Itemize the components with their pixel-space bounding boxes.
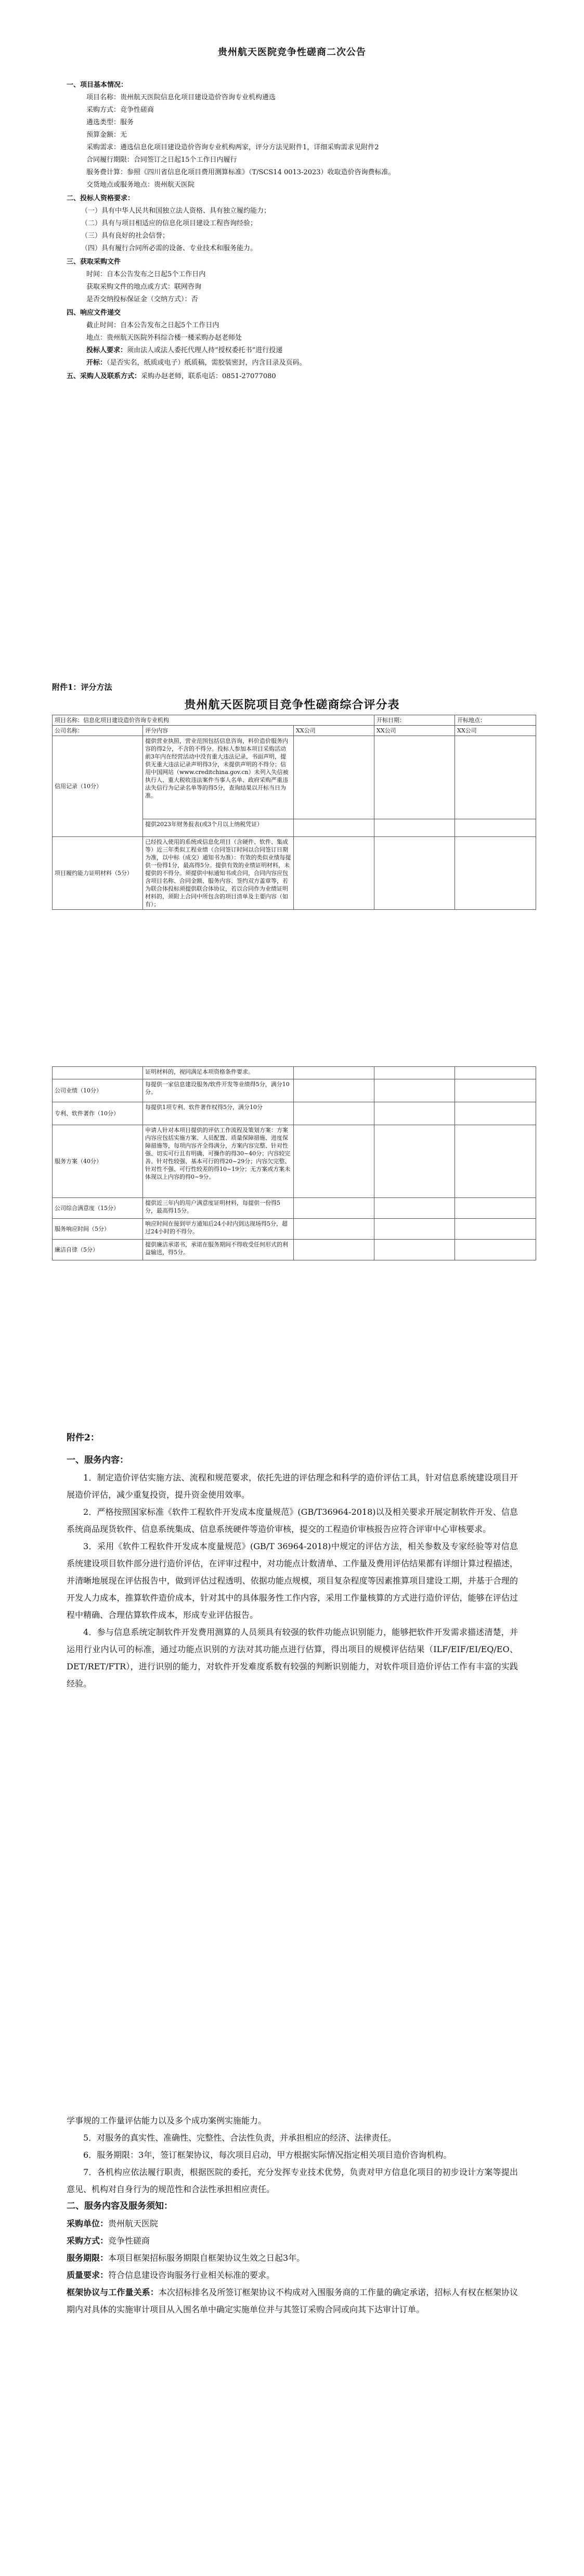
contact-label: 五、采购人及联系方式： (67, 372, 141, 380)
doc-form (67, 357, 514, 369)
delivery: 交货地点或服务地点：贵州航天医院 (86, 181, 195, 189)
score-cell (374, 837, 455, 910)
bid-note-text: 须由法人或法人委托代理人持“授权委托书”进行投递 (127, 346, 283, 354)
item-cell: 服务方案（40分） (53, 1125, 143, 1198)
score-cell (374, 736, 455, 819)
score-cell (294, 1240, 374, 1260)
score-cell (294, 1198, 374, 1219)
table-row (53, 1198, 536, 1219)
project-name: 项目名称：贵州航天医院信息化项目建设造价咨询专业机构遴选 (86, 94, 276, 101)
score-cell (455, 1067, 536, 1079)
deposit: 是否交纳投标保证金（交纳方式）：否 (86, 295, 198, 303)
item-cell: 公司综合满意度（15分） (53, 1198, 143, 1219)
score-cell (374, 819, 455, 837)
criteria-cell: 提供2023年财务报表(或3个月以上纳税凭证） (143, 819, 294, 837)
criteria-cell: 提供近三年内的用户满意度证明材料，每提供一份得5分，最高得15分。 (143, 1198, 294, 1219)
notice-page (0, 0, 584, 640)
date-cell: 开标日期： (374, 715, 455, 726)
submit-place: 地点：贵州航天医院外科综合楼一楼采购办赵老师处 (86, 334, 242, 342)
buyer-value: 贵州航天医院 (108, 2219, 159, 2229)
header-criteria: 评分内容 (143, 726, 294, 736)
section-heading: 二、投标人资格要求： (67, 195, 135, 202)
service-paragraph: 7．各机构应依法履行职责，根据医院的委托，充分发挥专业技术优势，负责对甲方信息化项目的初步设计方案等提出意见、机构对自身行为的规范性和合法性承担相应责任。 (67, 2167, 518, 2194)
requirement-item: （一）具有中华人民共和国独立法人资格、具有独立履约能力； (81, 207, 271, 215)
score-cell (374, 1079, 455, 1102)
requirement-item: （三）具有良好的社会信誉； (81, 232, 170, 240)
table-row (53, 736, 536, 819)
item-cell: 廉洁自律（5分） (53, 1240, 143, 1260)
service-heading: 一、服务内容： (67, 1455, 128, 1465)
table-row (53, 1067, 536, 1079)
fee-standard: 服务费计算：参照《四川省信息化项目费用测算标准》（T/SCS14 0013-2023）收取造价咨询费标准。 (86, 169, 395, 176)
obtain-method: 获取采购文件的地点或方式：联网咨询 (86, 283, 202, 291)
service-paragraph: 1．制定造价评估实施方法、流程和规范要求，依托先进的评估理念和科学的造价评估工具，针对信息系统建设项目开展造价评估，减少重复投资，提升资金使用效率。 (67, 1473, 518, 1500)
table-row (53, 1079, 536, 1102)
service-paragraph: 5．对服务的真实性、准确性、完整性、合法性负责，并承担相应的经济、法律责任。 (83, 2133, 397, 2143)
item-cell (53, 1067, 143, 1079)
requirement-item: （四）具有履行合同所必需的设备、专业技术和服务能力。 (81, 244, 257, 252)
header-company-c: XX公司 (455, 726, 536, 736)
service-paragraph: 2．严格按照国家标准《软件工程软件开发成本度量规范》(GB/T36964-2018)以及相关要求开展定制软件开发、信息系统商品现货软件、信息系统集成、信息系统硬件等造价审核，提交的工程造价审核报告应符合评审中心审核要求。 (67, 1507, 518, 1534)
criteria-cell: 证明材料的，视同满足本项资格条件要求。 (143, 1067, 294, 1079)
quality-row (67, 2266, 518, 2284)
score-cell (455, 819, 536, 837)
method-row (67, 2232, 518, 2249)
score-cell (374, 1125, 455, 1198)
score-cell (455, 1079, 536, 1102)
contract-value: 本次招标排名及所签订框架协议不构成对入围服务商的工作量的确定承诺，招标人有权在框架协议期内对具体的实施审计项目从入围名单中确定实施单位并与其签订采购合同或向其下达审计订单。 (67, 2287, 518, 2314)
section-heading: 三、获取采购文件 (67, 258, 121, 266)
score-cell (455, 1219, 536, 1240)
obtain-time: 时间：自本公告发布之日起5个工作日内 (86, 271, 206, 278)
notice-title: 贵州航天医院竞争性磋商二次公告 (218, 47, 366, 58)
table-row (53, 837, 536, 910)
score-cell (374, 1067, 455, 1079)
project-row-cell: 项目名称：信息化项目建设造价咨询专业机构 (53, 715, 374, 726)
procurement-type: 遴选类型：服务 (86, 119, 134, 126)
table-row (53, 726, 536, 736)
table-row (53, 1219, 536, 1240)
method-label: 采购方式： (67, 2236, 109, 2246)
quality-label: 质量要求： (67, 2270, 109, 2280)
criteria-cell: 已经投入使用的系统或信息化项目（含硬件、软件、集成等）近三年类似工程业绩（合同签订时间以合同签订日期为准，以中标（成交）通知书为准）：有效的类似业绩每提供一份得1分，最高得5分。提供有效的业绩证明材料，未提供的不得分。须提供中标通知书或合同，合同内容应包含项目名称、合同金额、服务内容、签约双方盖章等，若为联合体投标须提供联合体协议，若以合同作为业绩证明材料的，须附上合同中所包含的项目清单及主要内容（如有）； (143, 837, 294, 910)
criteria-cell: 提供营业执照，营业范围包括信息咨询，料价造价服务内容的得2分，不含的不得分。投标人参加本项目采购活动前3年内在经营活动中没有重大违法记录，书面声明，提供无重大违法记录声明得3分，未提供声明的不得分；信用中国网站（www.creditchina.gov.cn）未列入失信被执行人、重大税收违法案件当事人名单、政府采购严重违法失信行为记录名单等的得5分，查询结果以开标当日为准。 (143, 736, 294, 819)
scoring-table-continued (52, 1066, 536, 1260)
score-cell (294, 736, 374, 819)
score-cell (294, 837, 374, 910)
score-cell (294, 1125, 374, 1198)
buyer-row (67, 2215, 518, 2232)
bid-note-label: 投标人要求： (86, 346, 127, 354)
requirement: 采购需求：遴选信息化项目建设造价咨询专业机构两家，评分方法见附件1，详细采购需求见附件2 (86, 144, 379, 151)
attachment1-label: 附件1：评分方法 (52, 682, 112, 692)
item-cell: 专利、软件著作（10分） (53, 1102, 143, 1125)
period-label: 服务期限： (67, 2253, 109, 2263)
contract-term: 合同履行期限：合同签订之日起15个工作日内履行 (86, 156, 237, 164)
service-paragraph: 学事规的工作量评估能力以及多个成功案例实施能力。 (67, 2116, 267, 2126)
criteria-cell: 响应时间在接到甲方通知后24小时内到达现场得5分，超过24小时的不得分。 (143, 1219, 294, 1240)
item-cell: 项目履约能力证明材料（5分） (53, 837, 143, 910)
budget: 预算金额：无 (86, 131, 127, 139)
notice-body (67, 78, 514, 383)
section-heading: 四、响应文件递交 (67, 309, 121, 317)
submit-deadline: 截止时间：自本公告发布之日起5个工作日内 (86, 321, 219, 329)
score-cell (374, 1198, 455, 1219)
header-company-a: XX公司 (294, 726, 374, 736)
criteria-cell: 申请人针对本项目提供的评估工作流程及策划方案：方案内容应包括实施方案、人员配置、质量保障措施、进度保障措施等，每项内容齐全得满分，方案内容完整、针对性强、切实可行且有明确、可操作的得30~40分；内容较完善、针对性较强、基本可行的得20~29分；内容欠完整、针对性不强、可行性较差的得10~19分；无方案或方案未体现以上内容的得0~9分。 (143, 1125, 294, 1198)
criteria-cell: 提供廉洁承诺书，承诺在服务期间不得收受任何形式的利益输送，得5分。 (143, 1240, 294, 1260)
scoring-table (52, 715, 536, 910)
score-cell (455, 1102, 536, 1125)
score-cell (294, 1067, 374, 1079)
table-row (53, 1125, 536, 1198)
criteria-cell: 每提供1项专利、软件著作权得5分，满分10分 (143, 1102, 294, 1125)
score-cell (294, 1079, 374, 1102)
doc-form-text: （是否实名，纸质或电子）纸质稿，需胶装密封，内含目录及页码。 (107, 359, 306, 367)
score-cell (374, 1219, 455, 1240)
score-cell (294, 1219, 374, 1240)
requirement-item: （二）具有与项目相适应的信息化项目建设工程咨询经验； (81, 220, 257, 227)
table-row (53, 1102, 536, 1125)
criteria-cell: 每提供一家信息建设服务/软件开发等业绩得5分，满分10分。 (143, 1079, 294, 1102)
score-cell (455, 1198, 536, 1219)
procurement-method: 采购方式：竞争性磋商 (86, 106, 154, 114)
section-heading: 一、项目基本情况： (67, 81, 128, 89)
table-row (53, 1240, 536, 1260)
service-paragraph: 4．参与信息系统定制软件开发费用测算的人员须具有较强的软件功能点识别能力，能够把软件开发需求描述清楚，并运用行业内认可的标准，通过功能点识别的方法对其功能点进行估算，得出项目的规模评估结果（ILF/EIF/EI/EQ/EO、DET/RET/FTR），进行识别的能力，对软件开发难度系数有较强的判断识别能力，对软件项目造价评估工作有丰富的实践经验。 (67, 1627, 518, 1689)
time-cell: 开标地点： (455, 715, 536, 726)
header-company-b: XX公司 (374, 726, 455, 736)
score-cell (455, 1125, 536, 1198)
buyer-label: 采购单位： (67, 2219, 109, 2229)
header-company: 公司名称： (53, 726, 143, 736)
score-cell (455, 1240, 536, 1260)
service-section (67, 1429, 518, 1692)
quality-value: 符合信息建设咨询服务行业相关标准的要求。 (108, 2270, 275, 2280)
contact-row (67, 370, 514, 383)
service-heading: 二、服务内容及服务须知： (67, 2201, 173, 2211)
contract-row (67, 2284, 518, 2318)
doc-form-label: 开标： (86, 359, 107, 367)
score-cell (294, 819, 374, 837)
score-cell (374, 1240, 455, 1260)
service-paragraph: 6．服务期限：3年，签订框架协议，每次项目启动，甲方根据实际情况指定相关项目造价咨询机构。 (83, 2150, 452, 2160)
item-cell: 服务响应时间（5分） (53, 1219, 143, 1240)
period-row (67, 2249, 518, 2266)
item-cell: 公司业绩（10分） (53, 1079, 143, 1102)
period-value: 本项目框架招标服务期限自框架协议生效之日起3年。 (108, 2253, 305, 2263)
scoring-title: 贵州航天医院项目竞争性磋商综合评分表 (184, 698, 400, 712)
service-section-continued (67, 2112, 518, 2318)
table-row (53, 715, 536, 726)
score-cell (294, 1102, 374, 1125)
contact-text: 采购办赵老师，联系电话：0851-27077080 (141, 372, 276, 380)
attachment2-label: 附件2： (67, 1433, 99, 1443)
method-value: 竞争性磋商 (108, 2236, 150, 2246)
item-cell: 信用记录（10分） (53, 736, 143, 837)
score-cell (455, 736, 536, 819)
service-paragraph: 3．采用《软件工程软件开发成本度量规范》(GB/T 36964-2018)中规定的评估方法，相关参数及专家经验等对信息系统建设项目软件部分进行造价评估，在评审过程中，对功能点计数清单、工作量及费用评估结果都有详细计算过程描述，并清晰地展现在评估报告中，做到评估过程透明、依据功能点规模，项目复杂程度等因素推算项目建设工期，并基于合理的开发人力成本，推算软件造价成本，针对其中的具体服务性工作内容，采用工作量核算的方式进行造价评估，能够在评估过程中精确、合理估算软件成本，形成专业评估报告。 (67, 1541, 518, 1620)
score-cell (455, 837, 536, 910)
bid-note (67, 344, 514, 357)
contract-label: 框架协议与工作量关系： (67, 2287, 159, 2297)
score-cell (374, 1102, 455, 1125)
